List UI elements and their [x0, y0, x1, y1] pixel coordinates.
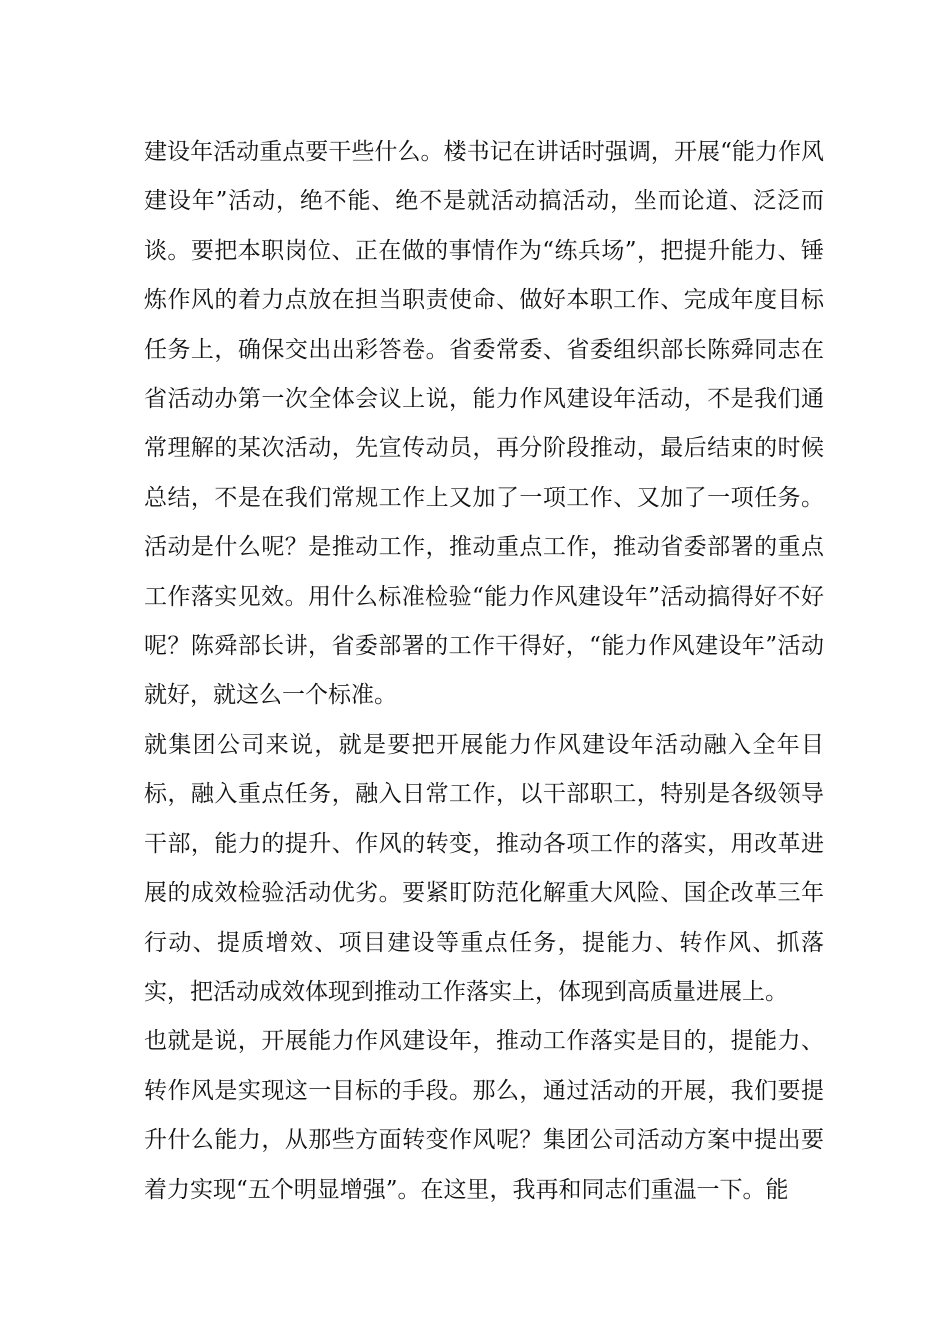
paragraph-2: 就集团公司来说，就是要把开展能力作风建设年活动融入全年目标，融入重点任务，融入日常工作，以干部职工，特别是各级领导干部，能力的提升、作风的转变，推动各项工作的落实，用改革进展的成效检验活动优劣。要紧盯防范化解重大风险、国企改革三年行动、提质增效、项目建设等重点任务，提能力、转作风、抓落实，把活动成效体现到推动工作落实上，体现到高质量进展上。: [144, 731, 824, 1005]
paragraph-1: 建设年活动重点要干些什么。楼书记在讲话时强调，开展“能力作风建设年”活动，绝不能、绝不是就活动搞活动，坐而论道、泛泛而谈。要把本职岗位、正在做的事情作为“练兵场”，把提升能力、锤炼作风的着力点放在担当职责使命、做好本职工作、完成年度目标任务上，确保交出出彩答卷。省委常委、省委组织部长陈舜同志在省活动办第一次全体会议上说，能力作风建设年活动，不是我们通常理解的某次活动，先宣传动员，再分阶段推动，最后结束的时候总结，不是在我们常规工作上又加了一项工作、又加了一项任务。活动是什么呢？是推动工作，推动重点工作，推动省委部署的重点工作落实见效。用什么标准检验“能力作风建设年”活动搞得好不好呢？陈舜部长讲，省委部署的工作干得好，“能力作风建设年”活动就好，就这么一个标准。: [144, 139, 824, 709]
document-body: [144, 128, 824, 1215]
paragraph-3: 也就是说，开展能力作风建设年，推动工作落实是目的，提能力、转作风是实现这一目标的手段。那么，通过活动的开展，我们要提升什么能力，从那些方面转变作风呢？集团公司活动方案中提出要着力实现“五个明显增强”。在这里，我再和同志们重温一下。能: [144, 1028, 824, 1203]
